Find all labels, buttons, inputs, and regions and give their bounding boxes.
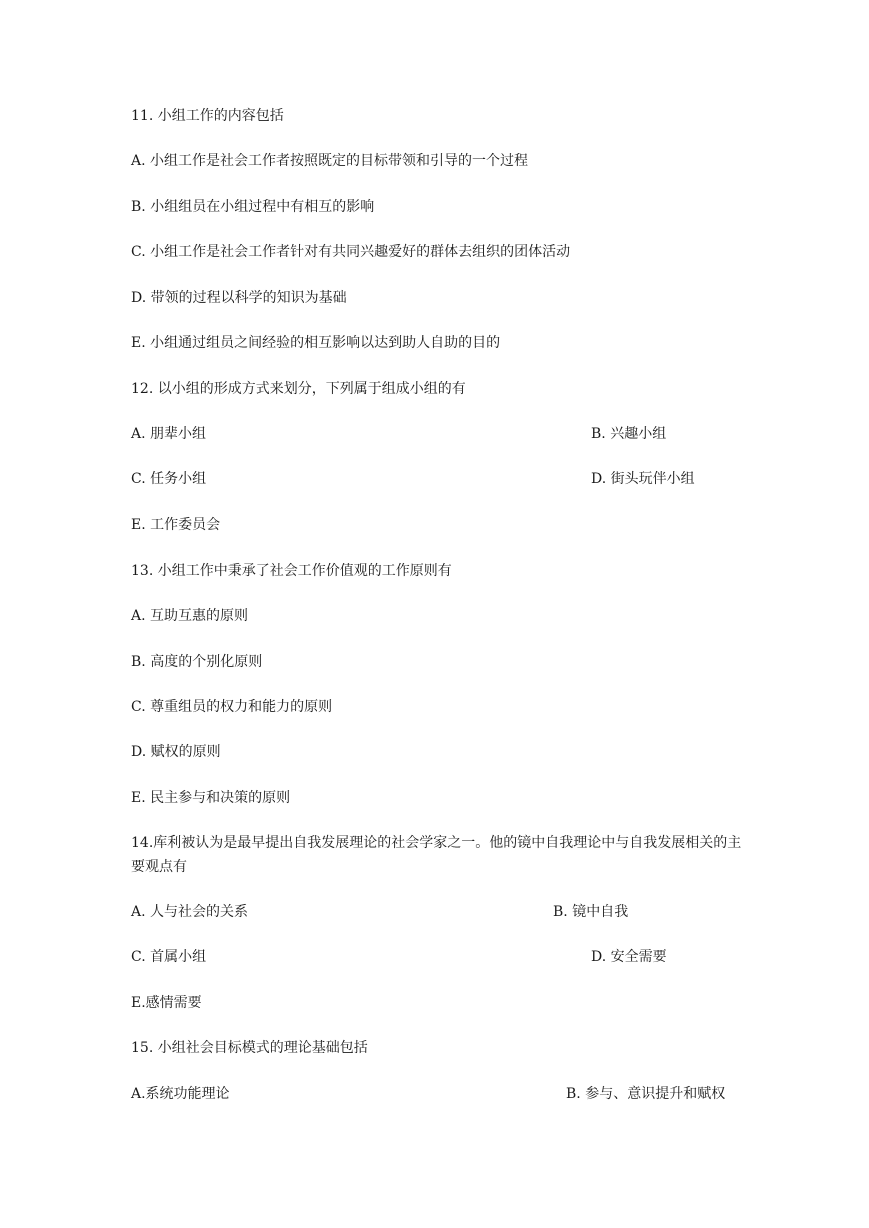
q13-option-b: B. 高度的个别化原则	[131, 654, 263, 670]
q11-option-c: C. 小组工作是社会工作者针对有共同兴趣爱好的群体去组织的团体活动	[131, 244, 571, 260]
q15-option-b: B. 参与、意识提升和赋权	[566, 1086, 726, 1102]
q14-option-b: B. 镜中自我	[553, 904, 629, 920]
q15-option-a: A.系统功能理论	[131, 1086, 230, 1102]
q12-option-e: E. 工作委员会	[131, 517, 221, 533]
q14-option-e: E.感情需要	[131, 995, 202, 1011]
q13-stem: 13. 小组工作中秉承了社会工作价值观的工作原则有	[131, 563, 452, 579]
q13-option-a: A. 互助互惠的原则	[131, 608, 249, 624]
q12-option-d: D. 街头玩伴小组	[591, 471, 695, 487]
q15-stem: 15. 小组社会目标模式的理论基础包括	[131, 1040, 368, 1056]
q11-stem: 11. 小组工作的内容包括	[131, 108, 284, 124]
q11-option-b: B. 小组组员在小组过程中有相互的影响	[131, 199, 375, 215]
q12-option-b: B. 兴趣小组	[591, 426, 667, 442]
q14-stem: 14.库利被认为是最早提出自我发展理论的社会学家之一。他的镜中自我理论中与自我发展相关的主要观点有	[131, 835, 742, 875]
q13-option-e: E. 民主参与和决策的原则	[131, 790, 291, 806]
q11-option-a: A. 小组工作是社会工作者按照既定的目标带领和引导的一个过程	[131, 153, 529, 169]
q12-option-c: C. 任务小组	[131, 471, 207, 487]
q11-option-d: D. 带领的过程以科学的知识为基础	[131, 290, 347, 306]
q14-option-a: A. 人与社会的关系	[131, 904, 249, 920]
q12-stem: 12. 以小组的形成方式来划分，下列属于组成小组的有	[131, 381, 466, 397]
q14-option-c: C. 首属小组	[131, 949, 207, 965]
q13-option-d: D. 赋权的原则	[131, 744, 221, 760]
q12-option-a: A. 朋辈小组	[131, 426, 207, 442]
q11-option-e: E. 小组通过组员之间经验的相互影响以达到助人自助的目的	[131, 335, 501, 351]
q13-option-c: C. 尊重组员的权力和能力的原则	[131, 699, 333, 715]
q14-option-d: D. 安全需要	[591, 949, 667, 965]
